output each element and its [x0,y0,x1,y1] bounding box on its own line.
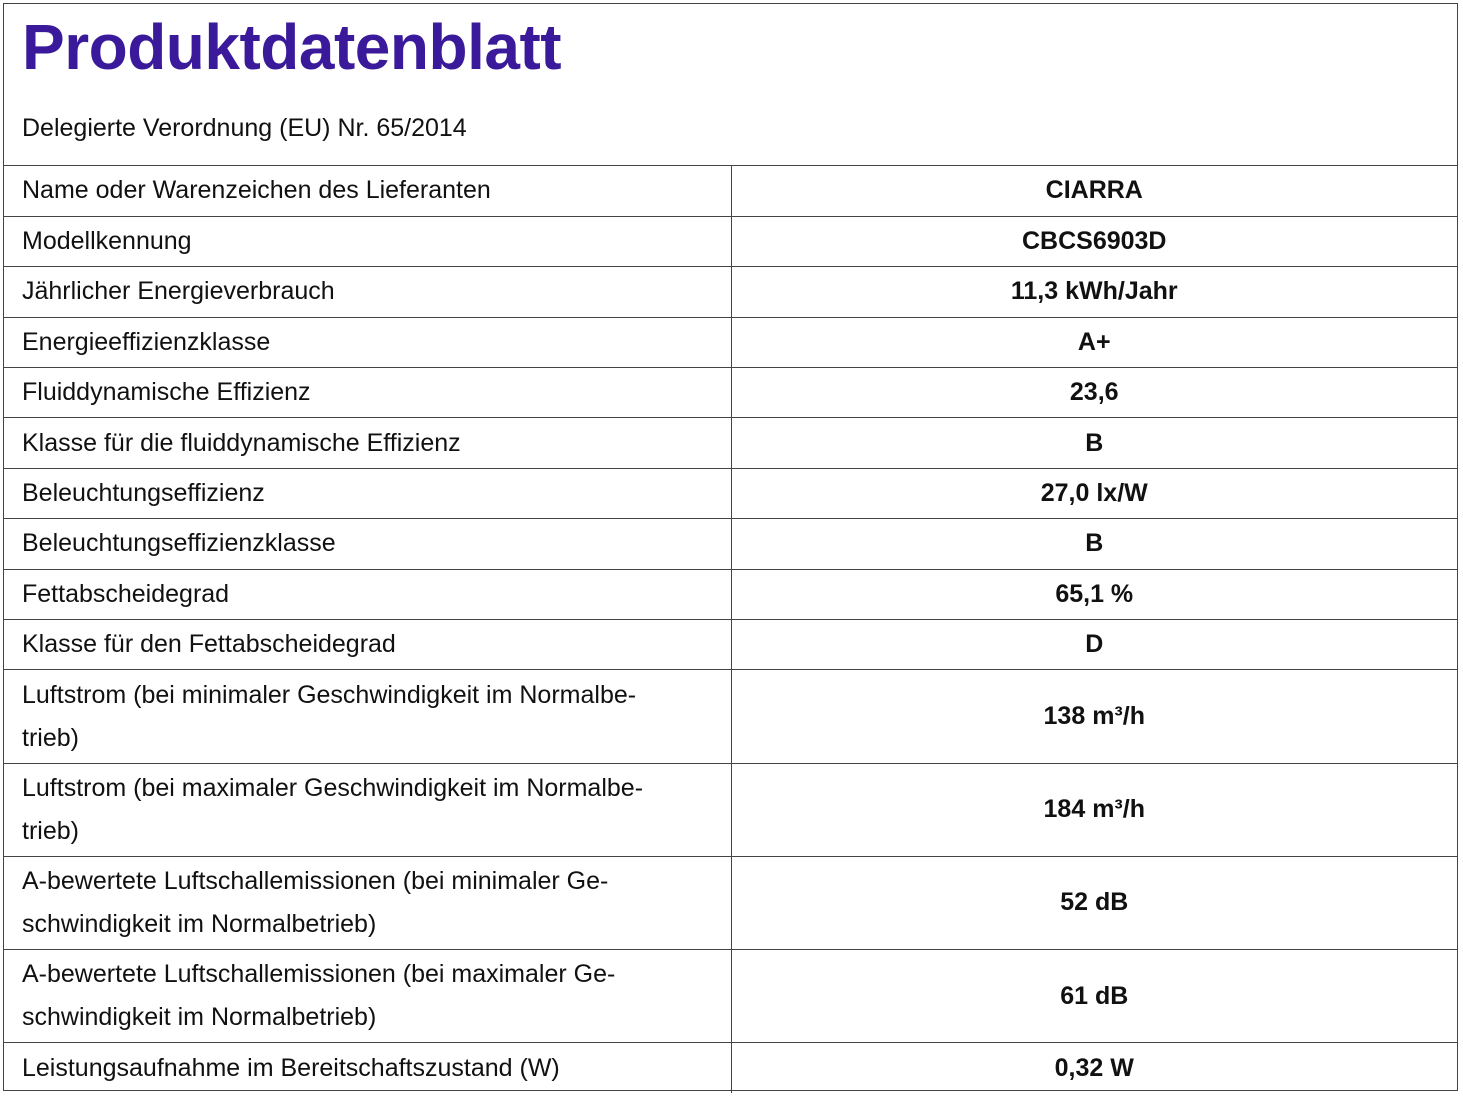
table-row [4,1043,1457,1093]
row-label-line: Luftstrom (bei minimaler Geschwindigkeit im Normalbe- [22,680,637,709]
page-title: Produktdatenblatt [22,11,562,83]
table-row [4,418,1457,468]
row-value: 27,0 lx/W [731,468,1457,518]
table-row [4,317,1457,367]
row-label: Jährlicher Energieverbrauch [4,267,731,317]
row-label: Klasse für die fluiddynamische Effizienz [4,418,731,468]
row-label-line: A-bewertete Luftschallemissionen (bei minimaler Ge- [22,866,609,895]
row-label-line: schwindigkeit im Normalbetrieb) [22,1003,377,1032]
row-value: 0,32 W [1054,1053,1134,1082]
row-value: CBCS6903D [731,216,1457,266]
table-row [4,216,1457,266]
row-value: 61 dB [731,949,1457,1042]
row-label [4,949,731,1042]
table-row [4,620,1457,670]
spec-table [4,166,1457,1093]
table-row [4,166,1457,216]
row-label: Beleuchtungseffizienz [4,468,731,518]
row-value: 138 m³/h [731,670,1457,763]
table-row [4,670,1457,763]
row-value: 23,6 [731,368,1457,418]
row-value: A+ [731,317,1457,367]
row-label [4,763,731,856]
row-label: Name oder Warenzeichen des Lieferanten [4,166,731,216]
row-value: 11,3 kWh/Jahr [731,267,1457,317]
row-label: Modellkennung [4,216,731,266]
row-value: B [731,418,1457,468]
product-data-sheet [3,3,1458,1091]
row-value: D [731,620,1457,670]
row-label [4,670,731,763]
row-value: 52 dB [731,856,1457,949]
table-row [4,267,1457,317]
row-value: CIARRA [731,166,1457,216]
row-label-line: trieb) [22,723,79,752]
sheet-header [4,4,1457,166]
table-row [4,368,1457,418]
row-label [4,856,731,949]
table-row [4,856,1457,949]
row-label: Leistungsaufnahme im Bereitschaftszustand (W) [4,1043,731,1093]
row-label: Klasse für den Fettabscheidegrad [4,620,731,670]
table-row [4,468,1457,518]
row-label-line: schwindigkeit im Normalbetrieb) [22,909,377,938]
row-label: Energieeffizienzklasse [4,317,731,367]
table-row [4,519,1457,569]
row-label: Fettabscheidegrad [4,569,731,619]
row-label: Beleuchtungseffizienzklasse [4,519,731,569]
row-label-line: Luftstrom (bei maximaler Geschwindigkeit im Normalbe- [22,773,644,802]
table-row [4,569,1457,619]
table-row [4,763,1457,856]
table-row [4,949,1457,1042]
row-label: Fluiddynamische Effizienz [4,368,731,418]
regulation-subtitle: Delegierte Verordnung (EU) Nr. 65/2014 [22,114,467,142]
row-value: 65,1 % [731,569,1457,619]
row-label-line: trieb) [22,816,79,845]
row-label-line: A-bewertete Luftschallemissionen (bei maximaler Ge- [22,960,616,989]
row-value: 184 m³/h [731,763,1457,856]
row-value: B [731,519,1457,569]
